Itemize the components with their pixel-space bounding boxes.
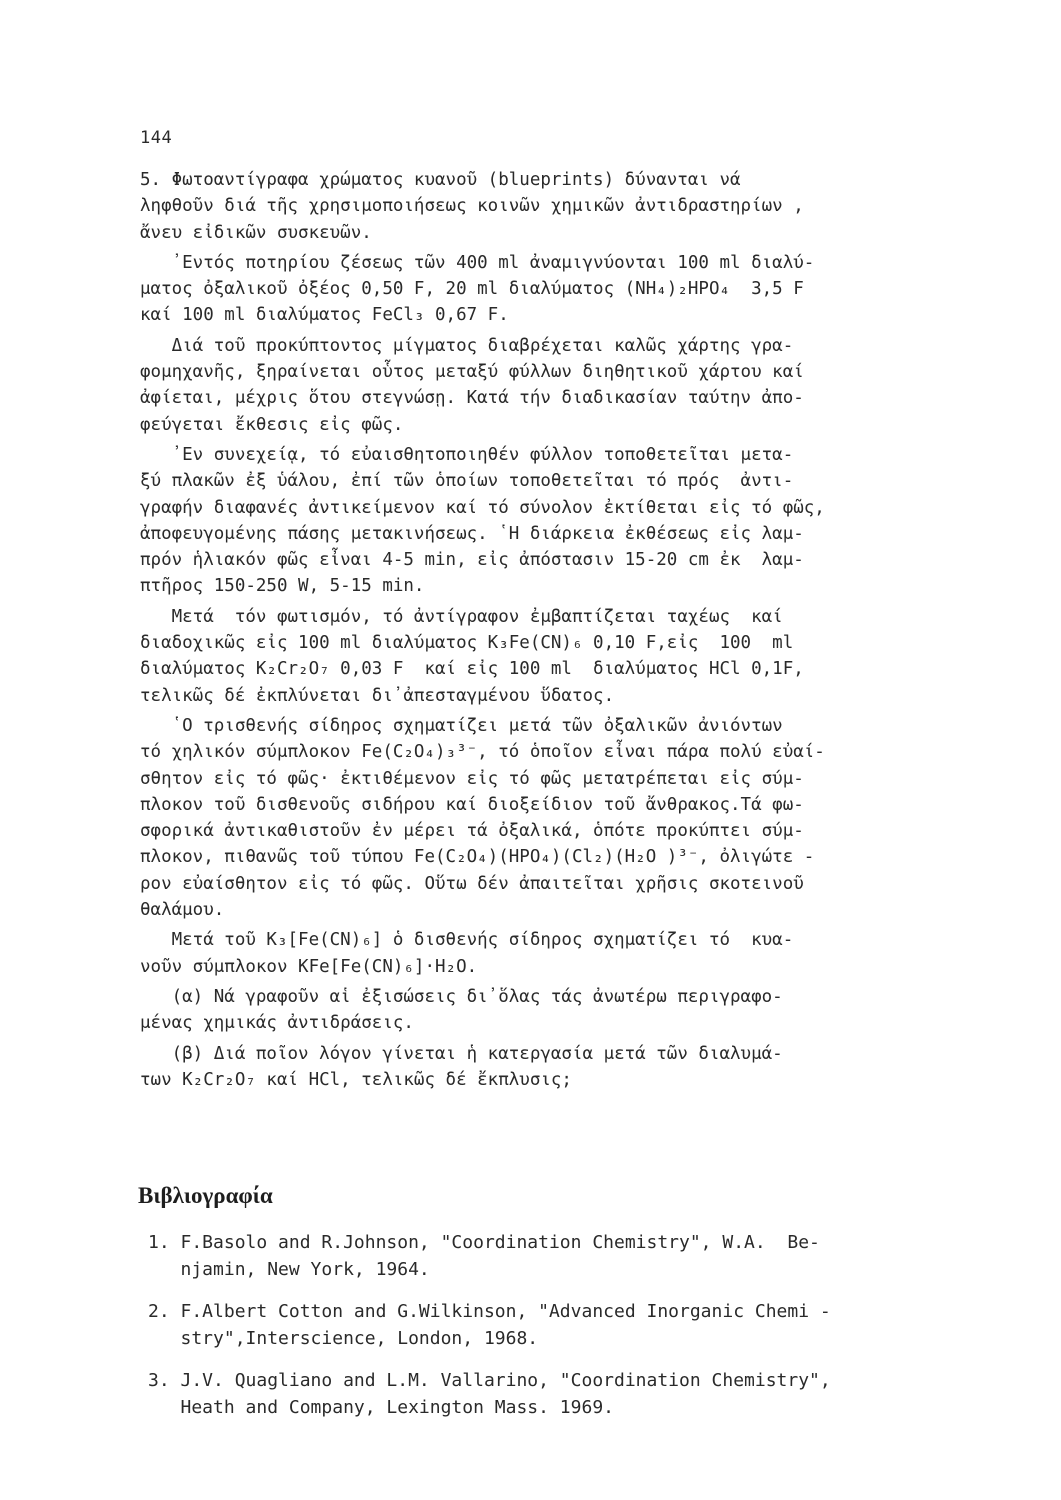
text-line: ρον εὐαίσθητον εἰς τό φῶς. Οὕτω δέν ἀπαιτεῖται χρῆσις σκοτεινοῦ — [140, 873, 804, 894]
reference-line: njamin, New York, 1964. — [148, 1258, 430, 1280]
text-line: σθητον εἰς τό φῶς· ἐκτιθέμενον εἰς τό φῶς μετατρέπεται εἰς σύμ- — [140, 768, 804, 789]
text-line: ἄνευ εἰδικῶν συσκευῶν. — [140, 222, 372, 243]
text-line: (β) Διά ποῖον λόγον γίνεται ἡ κατεργασία μετά τῶν διαλυμά- — [140, 1043, 783, 1064]
text-line: πτῆρος 150-250 W, 5-15 min. — [140, 576, 425, 597]
text-line: ᾿Εντός ποτηρίου ζέσεως τῶν 400 ml ἀναμιγνύονται 100 ml διαλύ- — [140, 252, 815, 273]
text-line: τό χηλικόν σύμπλοκον Fe(C₂O₄)₃³⁻, τό ὁποῖον εἶναι πάρα πολύ εὐαί- — [140, 742, 825, 763]
text-line: Μετά τόν φωτισμόν, τό ἀντίγραφον ἐμβαπτίζεται ταχέως καί — [140, 606, 783, 627]
text-line: πλοκον, πιθανῶς τοῦ τύπου Fe(C₂O₄)(HPO₄)(Cl₂)(H₂O )³⁻, ὀλιγώτε - — [140, 847, 815, 868]
text-line: ξύ πλακῶν ἐξ ὑάλου, ἐπί τῶν ὁποίων τοποθετεῖται τό πρός ἀντι- — [140, 471, 794, 492]
reference-line: 2. F.Albert Cotton and G.Wilkinson, "Advanced Inorganic Chemi - — [148, 1301, 831, 1322]
exercise-text — [140, 167, 962, 1093]
bibliography-item — [148, 1230, 963, 1283]
reference-line: 1. F.Basolo and R.Johnson, "Coordination Chemistry", W.A. Be- — [148, 1232, 820, 1253]
text-line: των K₂Cr₂O₇ καί HCl, τελικῶς δέ ἔκπλυσις; — [140, 1069, 572, 1090]
page-number: 144 — [140, 128, 173, 148]
text-line: γραφήν διαφανές ἀντικείμενον καί τό σύνολον ἐκτίθεται εἰς τό φῶς, — [140, 497, 825, 518]
text-line: σφορικά ἀντικαθιστοῦν ἐν μέρει τά ὀξαλικά, ὁπότε προκύπτει σύμ- — [140, 821, 804, 842]
bibliography-heading: Βιβλιογραφία — [138, 1183, 273, 1208]
text-line: διαλύματος K₂Cr₂O₇ 0,03 F καί εἰς 100 ml διαλύματος HCl 0,1F, — [140, 659, 804, 680]
text-line: ληφθοῦν διά τῆς χρησιμοποιήσεως κοινῶν χημικῶν ἀντιδραστηρίων , — [140, 196, 804, 217]
text-line: 5. Φωτοαντίγραφα χρώματος κυανοῦ (blueprints) δύνανται νά — [140, 170, 741, 190]
bibliography-item — [148, 1368, 963, 1421]
text-line: νοῦν σύμπλοκον KFe[Fe(CN)₆]·H₂O. — [140, 956, 478, 977]
text-line: Μετά τοῦ K₃[Fe(CN)₆] ὁ δισθενής σίδηρος σχηματίζει τό κυα- — [140, 930, 794, 951]
reference-line: stry",Interscience, London, 1968. — [148, 1327, 539, 1349]
text-line: πρόν ἡλιακόν φῶς εἶναι 4-5 min, εἰς ἀπόστασιν 15-20 cm ἐκ λαμ- — [140, 550, 804, 571]
text-line: πλοκον τοῦ δισθενοῦς σιδήρου καί διοξείδιον τοῦ ἄνθρακος.Τά φω- — [140, 794, 804, 815]
text-line: ᾿Εν συνεχείᾳ, τό εὐαισθητοποιηθέν φύλλον τοποθετεῖται μετα- — [140, 444, 794, 465]
bibliography-item — [148, 1299, 963, 1352]
text-line: ἀποφευγομένης πάσης μετακινήσεως. ῾Η διάρκεια ἐκθέσεως εἰς λαμ- — [140, 523, 804, 544]
text-line: ἀφίεται, μέχρις ὅτου στεγνώσῃ. Κατά τήν διαδικασίαν ταύτην ἀπο- — [140, 388, 804, 409]
bibliography-list — [148, 1230, 963, 1437]
text-line: φεύγεται ἔκθεσις εἰς φῶς. — [140, 414, 404, 435]
text-line: φομηχανῆς, ξηραίνεται οὗτος μεταξύ φύλλων διηθητικοῦ χάρτου καί — [140, 362, 804, 383]
reference-line: 3. J.V. Quagliano and L.M. Vallarino, "Coordination Chemistry", — [148, 1370, 831, 1391]
text-line: μένας χημικάς ἀντιδράσεις. — [140, 1013, 414, 1034]
text-line: διαδοχικῶς εἰς 100 ml διαλύματος K₃Fe(CN)₆ 0,10 F,εἰς 100 ml — [140, 633, 794, 654]
text-line: ῾Ο τρισθενής σίδηρος σχηματίζει μετά τῶν ὀξαλικῶν ἀνιόντων — [140, 715, 783, 736]
text-line: θαλάμου. — [140, 900, 225, 921]
text-line: ματος ὀξαλικοῦ ὀξέος 0,50 F, 20 ml διαλύματος (NH₄)₂HPO₄ 3,5 F — [140, 279, 804, 300]
text-line: τελικῶς δέ ἐκπλύνεται δι᾿ἀπεσταγμένου ὕδατος. — [140, 685, 615, 706]
text-line: καί 100 ml διαλύματος FeCl₃ 0,67 F. — [140, 305, 509, 326]
text-line: Διά τοῦ προκύπτοντος μίγματος διαβρέχεται καλῶς χάρτης γρα- — [140, 335, 794, 356]
text-line: (α) Νά γραφοῦν αἱ ἐξισώσεις δι᾿ὅλας τάς ἀνωτέρω περιγραφο- — [140, 986, 783, 1007]
reference-line: Heath and Company, Lexington Mass. 1969. — [148, 1396, 614, 1418]
